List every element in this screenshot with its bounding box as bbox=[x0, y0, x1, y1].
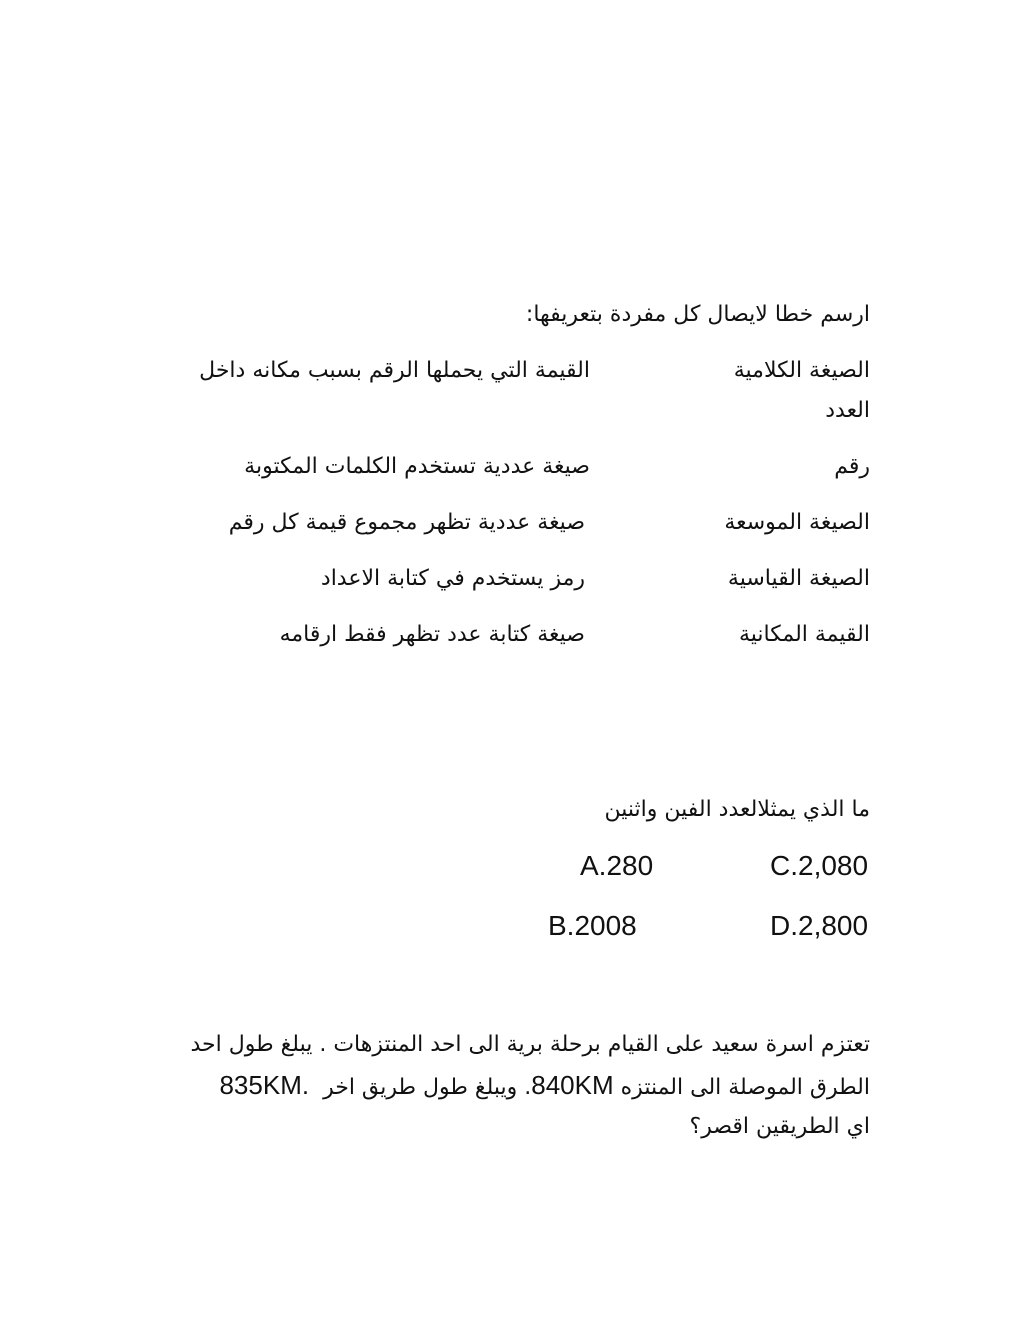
definition-expanded-form: صيغة عددية تظهر مجموع قيمة كل رقم bbox=[228, 510, 585, 535]
period: . bbox=[301, 1070, 310, 1100]
term-standard-form: الصيغة القياسية bbox=[727, 566, 870, 591]
word-problem-text-b: . ويبلغ طول طريق اخر bbox=[316, 1075, 532, 1100]
term-place-value: القيمة المكانية bbox=[738, 622, 870, 647]
definition-standard-form: صيغة كتابة عدد تظهر فقط ارقامه bbox=[279, 622, 585, 647]
matching-instruction: ارسم خطا لايصال كل مفردة بتعريفها: bbox=[525, 302, 870, 327]
term-digit: رقم bbox=[834, 454, 870, 479]
road-length-2-value: 835KM bbox=[219, 1070, 302, 1100]
option-d: D.2,800 bbox=[770, 910, 869, 941]
word-problem-text-a: الطرق الموصلة الى المنتزه bbox=[613, 1075, 870, 1100]
term-expanded-form: الصيغة الموسعة bbox=[724, 510, 870, 535]
road-length-2 bbox=[219, 1070, 309, 1100]
option-b: B.2008 bbox=[548, 910, 637, 941]
mcq-question: ما الذي يمثلالعدد الفين واثنين bbox=[604, 797, 870, 822]
option-c: C.2,080 bbox=[770, 850, 869, 881]
option-a: A.280 bbox=[580, 850, 654, 881]
definition-place-value-continued: العدد bbox=[825, 398, 870, 423]
definition-place-value: القيمة التي يحملها الرقم بسبب مكانه داخل bbox=[199, 358, 590, 383]
definition-digit: رمز يستخدم في كتابة الاعداد bbox=[320, 566, 585, 591]
word-problem-question: اي الطريقين اقصر؟ bbox=[689, 1114, 870, 1139]
word-problem-line-2 bbox=[219, 1070, 870, 1103]
word-problem-line-1: تعتزم اسرة سعيد على القيام برحلة برية الى احد المنتزهات . يبلغ طول احد bbox=[190, 1032, 870, 1057]
definition-word-form: صيغة عددية تستخدم الكلمات المكتوبة bbox=[244, 454, 590, 479]
term-verbal-form: الصيغة الكلامية bbox=[733, 358, 870, 383]
road-length-1: 840KM bbox=[531, 1070, 614, 1100]
